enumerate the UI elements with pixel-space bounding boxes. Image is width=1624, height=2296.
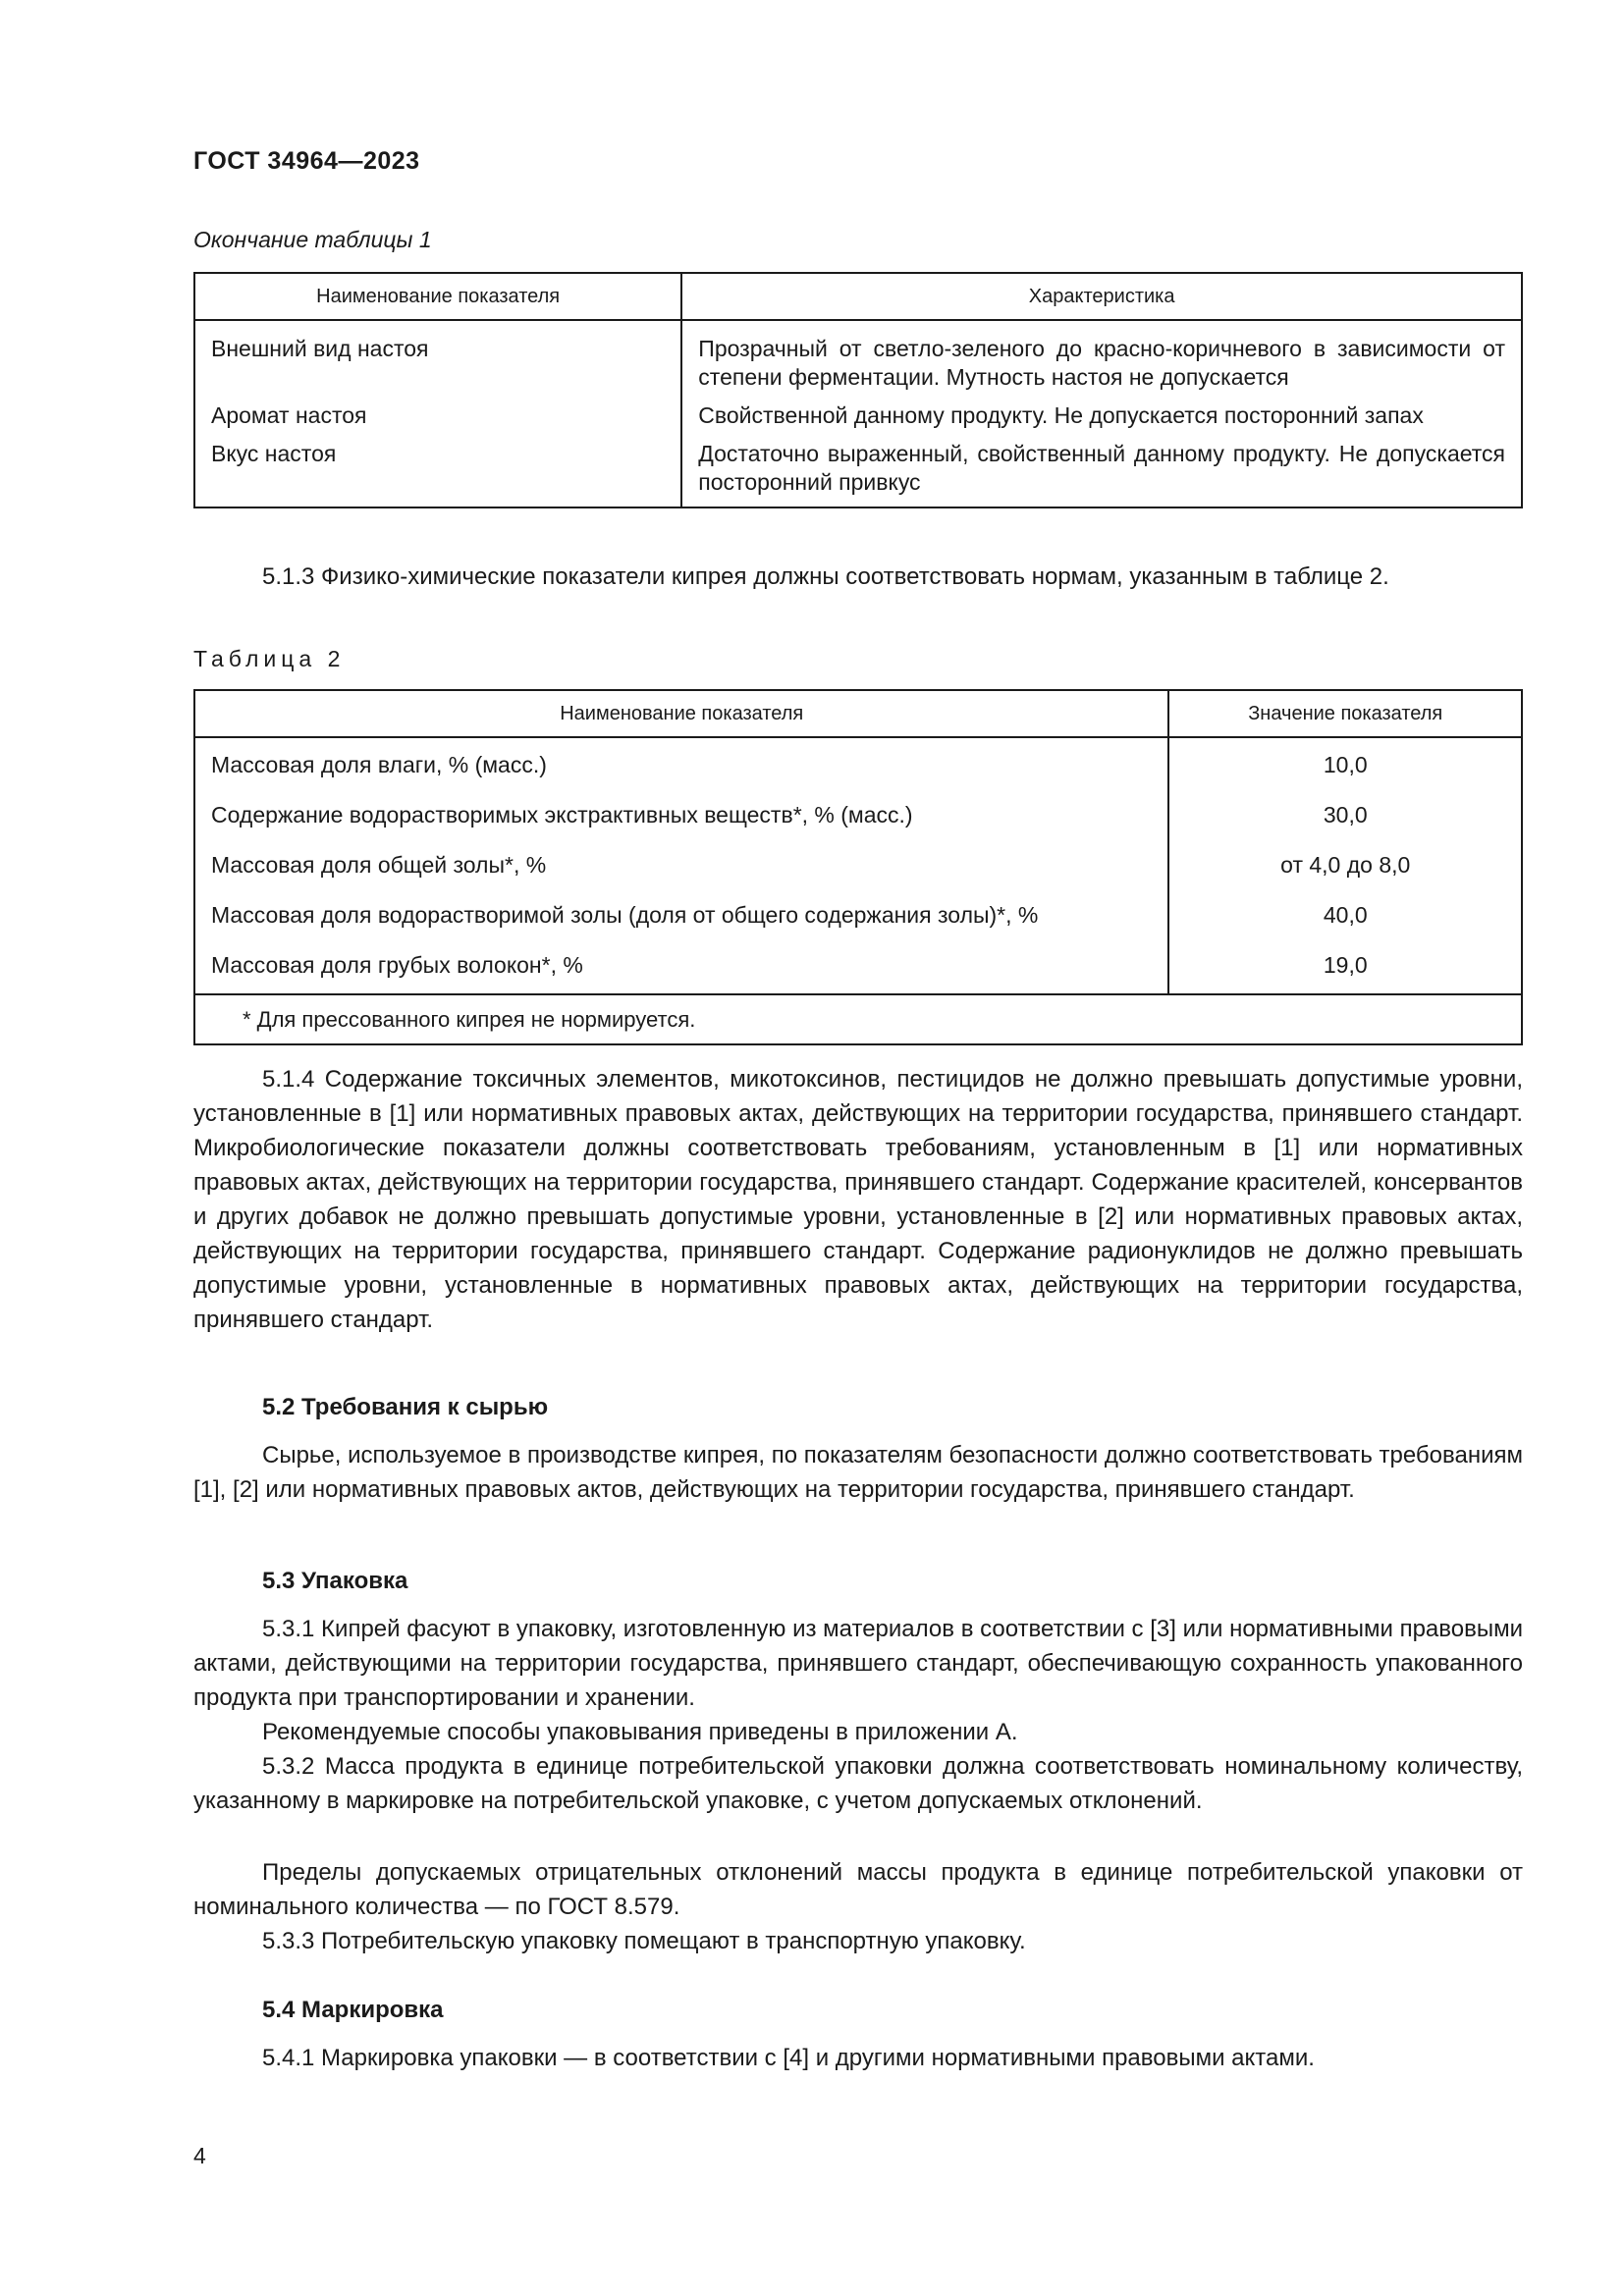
paragraph-5-4-1: 5.4.1 Маркировка упаковки — в соответствии с [4] и другими нормативными правовыми актами. [262,2045,1315,2071]
table1-value-cell: Достаточно выраженный, свойственный данному продукту. Не допускается посторонний привкус [681,435,1522,507]
table1-name-cell: Внешний вид настоя [194,320,681,397]
paragraph-5-1-4: 5.1.4 Содержание токсичных элементов, микотоксинов, пестицидов не должно превышать допустимые уровни, установленные в [1] или нормативных правовых актах, действующих на территории государства, принявшего стандарт. Микробиологические показатели должны соответствовать требованиям, установленным в [1] или нормативных правовых актах, действующих на территории государства, принявшего стандарт. Содержание красителей, консервантов и других добавок не должно превышать допустимые уровни, установленные в [2] или нормативных правовых актах, действующих на территории государства, принявшего стандарт. Содержание радионуклидов не должно превышать допустимые уровни, установленные в нормативных правовых актах, действующих на территории государства, принявшего стандарт. [193,1066,1523,1333]
table2-name-cell: Содержание водорастворимых экстрактивных веществ*, % (масс.) [194,791,1168,841]
table1-header-cell: Наименование показателя [194,273,681,320]
table2-header-cell: Значение показателя [1168,690,1522,737]
table2-caption: Таблица 2 [193,646,346,671]
section-heading-5-4: 5.4 Маркировка [262,1997,444,2023]
table2-value-cell: 10,0 [1168,737,1522,791]
table2-name-cell: Массовая доля грубых волокон*, % [194,941,1168,994]
page-number: 4 [193,2143,206,2168]
paragraph-5-3-1: 5.3.1 Кипрей фасуют в упаковку, изготовленную из материалов в соответствии с [3] или нормативными правовыми актами, действующими на территории государства, принявшего стандарт, обеспечивающую сохранность упакованного продукта при транспортировании и хранении. [193,1616,1523,1711]
table2-value-cell: 40,0 [1168,891,1522,941]
table2-name-cell: Массовая доля водорастворимой золы (доля от общего содержания золы)*, % [194,891,1168,941]
paragraph-5-3-2: 5.3.2 Масса продукта в единице потребительской упаковки должна соответствовать номинальному количеству, указанному в маркировке на потребительской упаковке, с учетом допускаемых отклонений. [193,1753,1523,1814]
paragraph-5-3-1-note: Рекомендуемые способы упаковывания приведены в приложении А. [262,1719,1018,1745]
table1-value-cell: Свойственной данному продукту. Не допускается посторонний запах [681,397,1522,435]
paragraph-5-1-3: 5.1.3 Физико-химические показатели кипрея должны соответствовать нормам, указанным в таблице 2. [262,563,1389,590]
table-row [194,320,1522,397]
table-row [194,891,1522,941]
table2-value-cell: 30,0 [1168,791,1522,841]
table-row [194,841,1522,891]
table1-value-cell: Прозрачный от светло-зеленого до красно-коричневого в зависимости от степени ферментации. Мутность настоя не допускается [681,320,1522,397]
table2-value-cell: 19,0 [1168,941,1522,994]
table-row [194,397,1522,435]
table2-footnote: * Для прессованного кипрея не нормируется. [194,994,1522,1044]
table-2 [193,689,1523,1045]
paragraph-5-3-3: 5.3.3 Потребительскую упаковку помещают в транспортную упаковку. [262,1928,1026,1954]
paragraph-5-3-2-limits: Пределы допускаемых отрицательных отклонений массы продукта в единице потребительской упаковки от номинального количества — по ГОСТ 8.579. [193,1859,1523,1920]
table2-value-cell: от 4,0 до 8,0 [1168,841,1522,891]
table2-header-cell: Наименование показателя [194,690,1168,737]
table-1 [193,272,1523,508]
table2-header-row [194,690,1522,737]
table1-name-cell: Аромат настоя [194,397,681,435]
section-heading-5-3: 5.3 Упаковка [262,1568,408,1594]
table1-caption: Окончание таблицы 1 [193,227,432,252]
section-heading-5-2: 5.2 Требования к сырью [262,1394,549,1420]
table2-note-row [194,994,1522,1044]
table-row [194,435,1522,507]
table1-header-row [194,273,1522,320]
table1-name-cell: Вкус настоя [194,435,681,507]
table-row [194,941,1522,994]
table-row [194,791,1522,841]
table-row [194,737,1522,791]
table2-name-cell: Массовая доля общей золы*, % [194,841,1168,891]
document-header: ГОСТ 34964—2023 [193,147,420,175]
table2-name-cell: Массовая доля влаги, % (масс.) [194,737,1168,791]
table1-header-cell: Характеристика [681,273,1522,320]
paragraph-5-2: Сырье, используемое в производстве кипрея, по показателям безопасности должно соответствовать требованиям [1], [2] или нормативных правовых актов, действующих на территории государства, принявшего стандарт. [193,1442,1523,1503]
